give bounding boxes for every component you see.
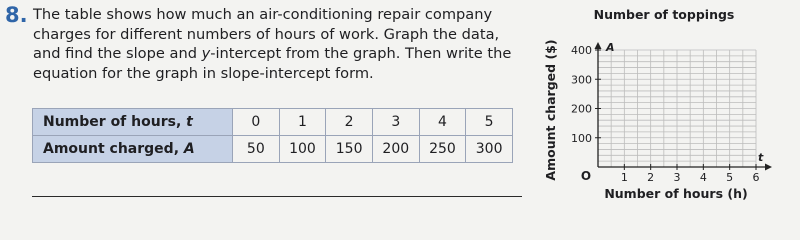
origin-label: O	[580, 169, 592, 183]
question-text-segment: charges for different numbers of hours of work. Graph the data,	[33, 25, 500, 43]
table-cell: 4	[419, 109, 466, 136]
x-axis-label: Number of hours (h)	[604, 186, 748, 201]
graph-title: Number of toppings	[593, 7, 735, 22]
table-cell: 5	[466, 109, 513, 136]
variable-text: y	[201, 45, 211, 62]
table-cell: 150	[326, 136, 373, 163]
question-text-segment: and find the slope and	[33, 45, 202, 62]
table-cell: 3	[372, 109, 419, 136]
row-header-variable: t	[186, 114, 193, 130]
x-tick-label: 3	[673, 171, 681, 184]
row-header-label: Amount charged,	[43, 141, 184, 157]
y-tick-label: 100	[571, 131, 592, 145]
graph-grid	[598, 50, 756, 167]
table-cell: 250	[419, 136, 466, 163]
row-header-label: Number of hours,	[43, 114, 187, 130]
table-cell: 100	[279, 136, 326, 163]
y-tick-label: 300	[571, 73, 592, 87]
table-cell: 200	[372, 136, 419, 163]
y-axis-label: Amount charged ($)	[543, 39, 558, 181]
y-tick-label: 400	[571, 44, 592, 57]
x-tick-label: 2	[647, 171, 655, 184]
problem-number: 8.	[5, 3, 28, 27]
x-tick-label: 5	[726, 171, 734, 184]
x-tick-label: 4	[699, 171, 707, 184]
table-cell: 300	[466, 136, 513, 163]
table-cell: 50	[233, 136, 280, 163]
y-axis-variable: A	[606, 41, 615, 54]
y-axis-arrow	[595, 42, 602, 49]
question-text-segment: -intercept from the graph. Then write the	[210, 45, 512, 62]
table-cell: 0	[233, 109, 280, 136]
x-axis-variable: t	[758, 151, 764, 164]
question-text-segment: equation for the graph in slope-intercept form.	[33, 64, 374, 82]
x-axis-arrow	[765, 164, 772, 171]
x-tick-label: 6	[752, 171, 760, 184]
x-tick-label: 1	[620, 171, 628, 184]
row-header-variable: A	[183, 141, 195, 157]
question-text-segment: The table shows how much an air-conditioning repair company	[33, 6, 493, 23]
table-cell: 1	[279, 109, 326, 136]
y-tick-label: 200	[571, 102, 592, 116]
table-cell: 2	[326, 109, 373, 136]
